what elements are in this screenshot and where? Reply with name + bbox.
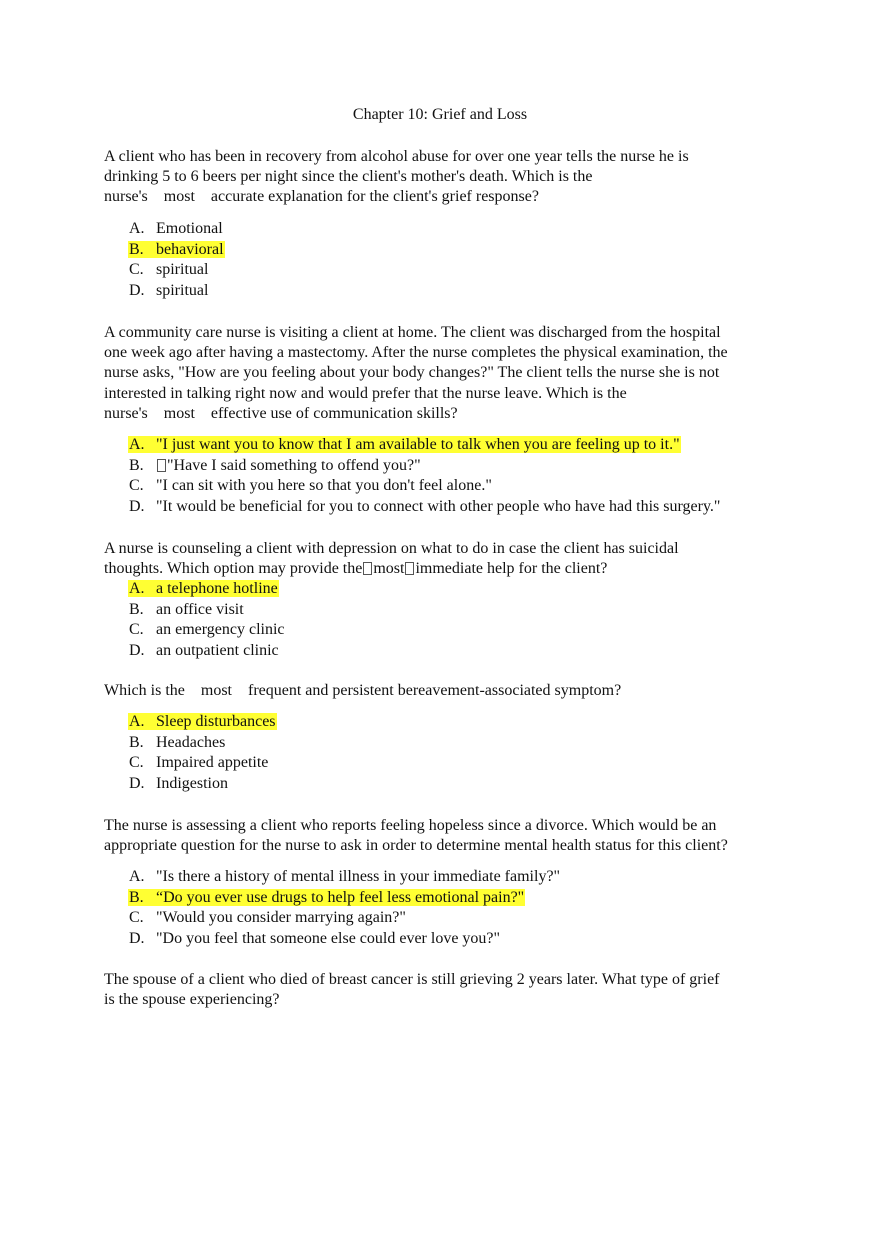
question-2-pre: nurse's [104, 404, 148, 422]
question-4-option-a[interactable]: A. Sleep disturbances [129, 713, 276, 730]
question-1-line-2: drinking 5 to 6 beers per night since the client's mother's death. Which is the [104, 168, 593, 186]
question-3-line-1: A nurse is counseling a client with depression on what to do in case the client has suicidal [104, 540, 679, 557]
question-2-emphasis: most [163, 404, 195, 422]
question-2-line-5 [104, 404, 784, 424]
question-5-option-a[interactable]: A. "Is there a history of mental illness in your immediate family?" [129, 868, 561, 885]
question-1-post: accurate explanation for the client's grief response? [210, 188, 539, 206]
question-4-options [128, 712, 277, 794]
question-5-options [128, 867, 561, 949]
question-3-emphasis: most [373, 560, 405, 578]
question-2-option-b[interactable]: B. "Have I said something to offend you?" [129, 456, 421, 474]
question-4-post: frequent and persistent bereavement-associated symptom? [248, 682, 622, 699]
question-3-option-a[interactable]: A. a telephone hotline [129, 580, 278, 597]
question-6-line-2: is the spouse experiencing? [104, 991, 280, 1009]
question-1-emphasis: most [163, 188, 195, 206]
question-4-stem [104, 681, 784, 701]
question-1-option-c[interactable]: C. spiritual [129, 261, 209, 279]
question-3-options [128, 579, 286, 661]
chapter-title: Chapter 10: Grief and Loss [352, 106, 528, 123]
question-1-pre: nurse's [104, 188, 148, 206]
question-3-line-2 [104, 559, 784, 579]
question-2-post: effective use of communication skills? [210, 404, 458, 422]
question-1-option-a[interactable]: A. Emotional [129, 220, 223, 237]
question-3-option-c[interactable]: C. an emergency clinic [129, 621, 285, 639]
question-5-option-d[interactable]: D. "Do you feel that someone else could ever love you?" [129, 929, 501, 947]
question-4-emphasis: most [200, 682, 232, 699]
question-1-line-3 [104, 187, 784, 207]
question-2-line-4: interested in talking right now and would prefer that the nurse leave. Which is the [104, 384, 627, 402]
question-3-option-b[interactable]: B. an office visit [129, 600, 244, 618]
missing-glyph-icon [363, 562, 372, 575]
question-1-option-b[interactable]: B. behavioral [129, 240, 224, 258]
question-3-stem [104, 539, 784, 579]
question-4-pre: Which is the [104, 682, 185, 699]
question-1-options [128, 219, 225, 301]
missing-glyph-icon [405, 562, 414, 575]
question-2-option-d[interactable]: D. "It would be beneficial for you to connect with other people who have had this surgery." [129, 497, 721, 515]
question-4-option-b[interactable]: B. Headaches [129, 733, 226, 751]
missing-glyph-icon [157, 459, 166, 472]
question-4-option-d[interactable]: D. Indigestion [129, 774, 228, 792]
question-5-option-b[interactable]: B. “Do you ever use drugs to help feel less emotional pain?" [129, 888, 525, 906]
question-1-stem [104, 147, 784, 208]
question-5-line-2: appropriate question for the nurse to ask in order to determine mental health status for this client? [104, 837, 728, 855]
question-3-pre: thoughts. Which option may provide the [104, 560, 363, 578]
question-6-line-1: The spouse of a client who died of breast cancer is still grieving 2 years later. What type of grief [104, 971, 720, 988]
question-5-option-c[interactable]: C. "Would you consider marrying again?" [129, 909, 406, 927]
question-1-option-d[interactable]: D. spiritual [129, 281, 209, 299]
question-3-option-d[interactable]: D. an outpatient clinic [129, 641, 279, 659]
question-5-stem [104, 816, 784, 856]
question-2-line-3: nurse asks, "How are you feeling about your body changes?" The client tells the nurse she is not [104, 364, 720, 382]
question-1-line-1: A client who has been in recovery from alcohol abuse for over one year tells the nurse he is [104, 148, 689, 165]
question-2-line-1: A community care nurse is visiting a client at home. The client was discharged from the hospital [104, 324, 721, 341]
question-5-line-1: The nurse is assessing a client who reports feeling hopeless since a divorce. Which would be an [104, 817, 717, 834]
question-6-stem [104, 970, 784, 1010]
question-2-line-2: one week ago after having a mastectomy. After the nurse completes the physical examination, the [104, 344, 728, 362]
question-2-stem [104, 323, 784, 424]
question-2-options [128, 435, 721, 517]
question-2-option-c[interactable]: C. "I can sit with you here so that you don't feel alone." [129, 477, 492, 495]
question-3-post: immediate help for the client? [415, 560, 608, 578]
question-2-option-a[interactable]: A. "I just want you to know that I am available to talk when you are feeling up to it." [129, 436, 680, 453]
question-4-option-c[interactable]: C. Impaired appetite [129, 754, 269, 772]
question-4-line-1 [104, 681, 784, 701]
